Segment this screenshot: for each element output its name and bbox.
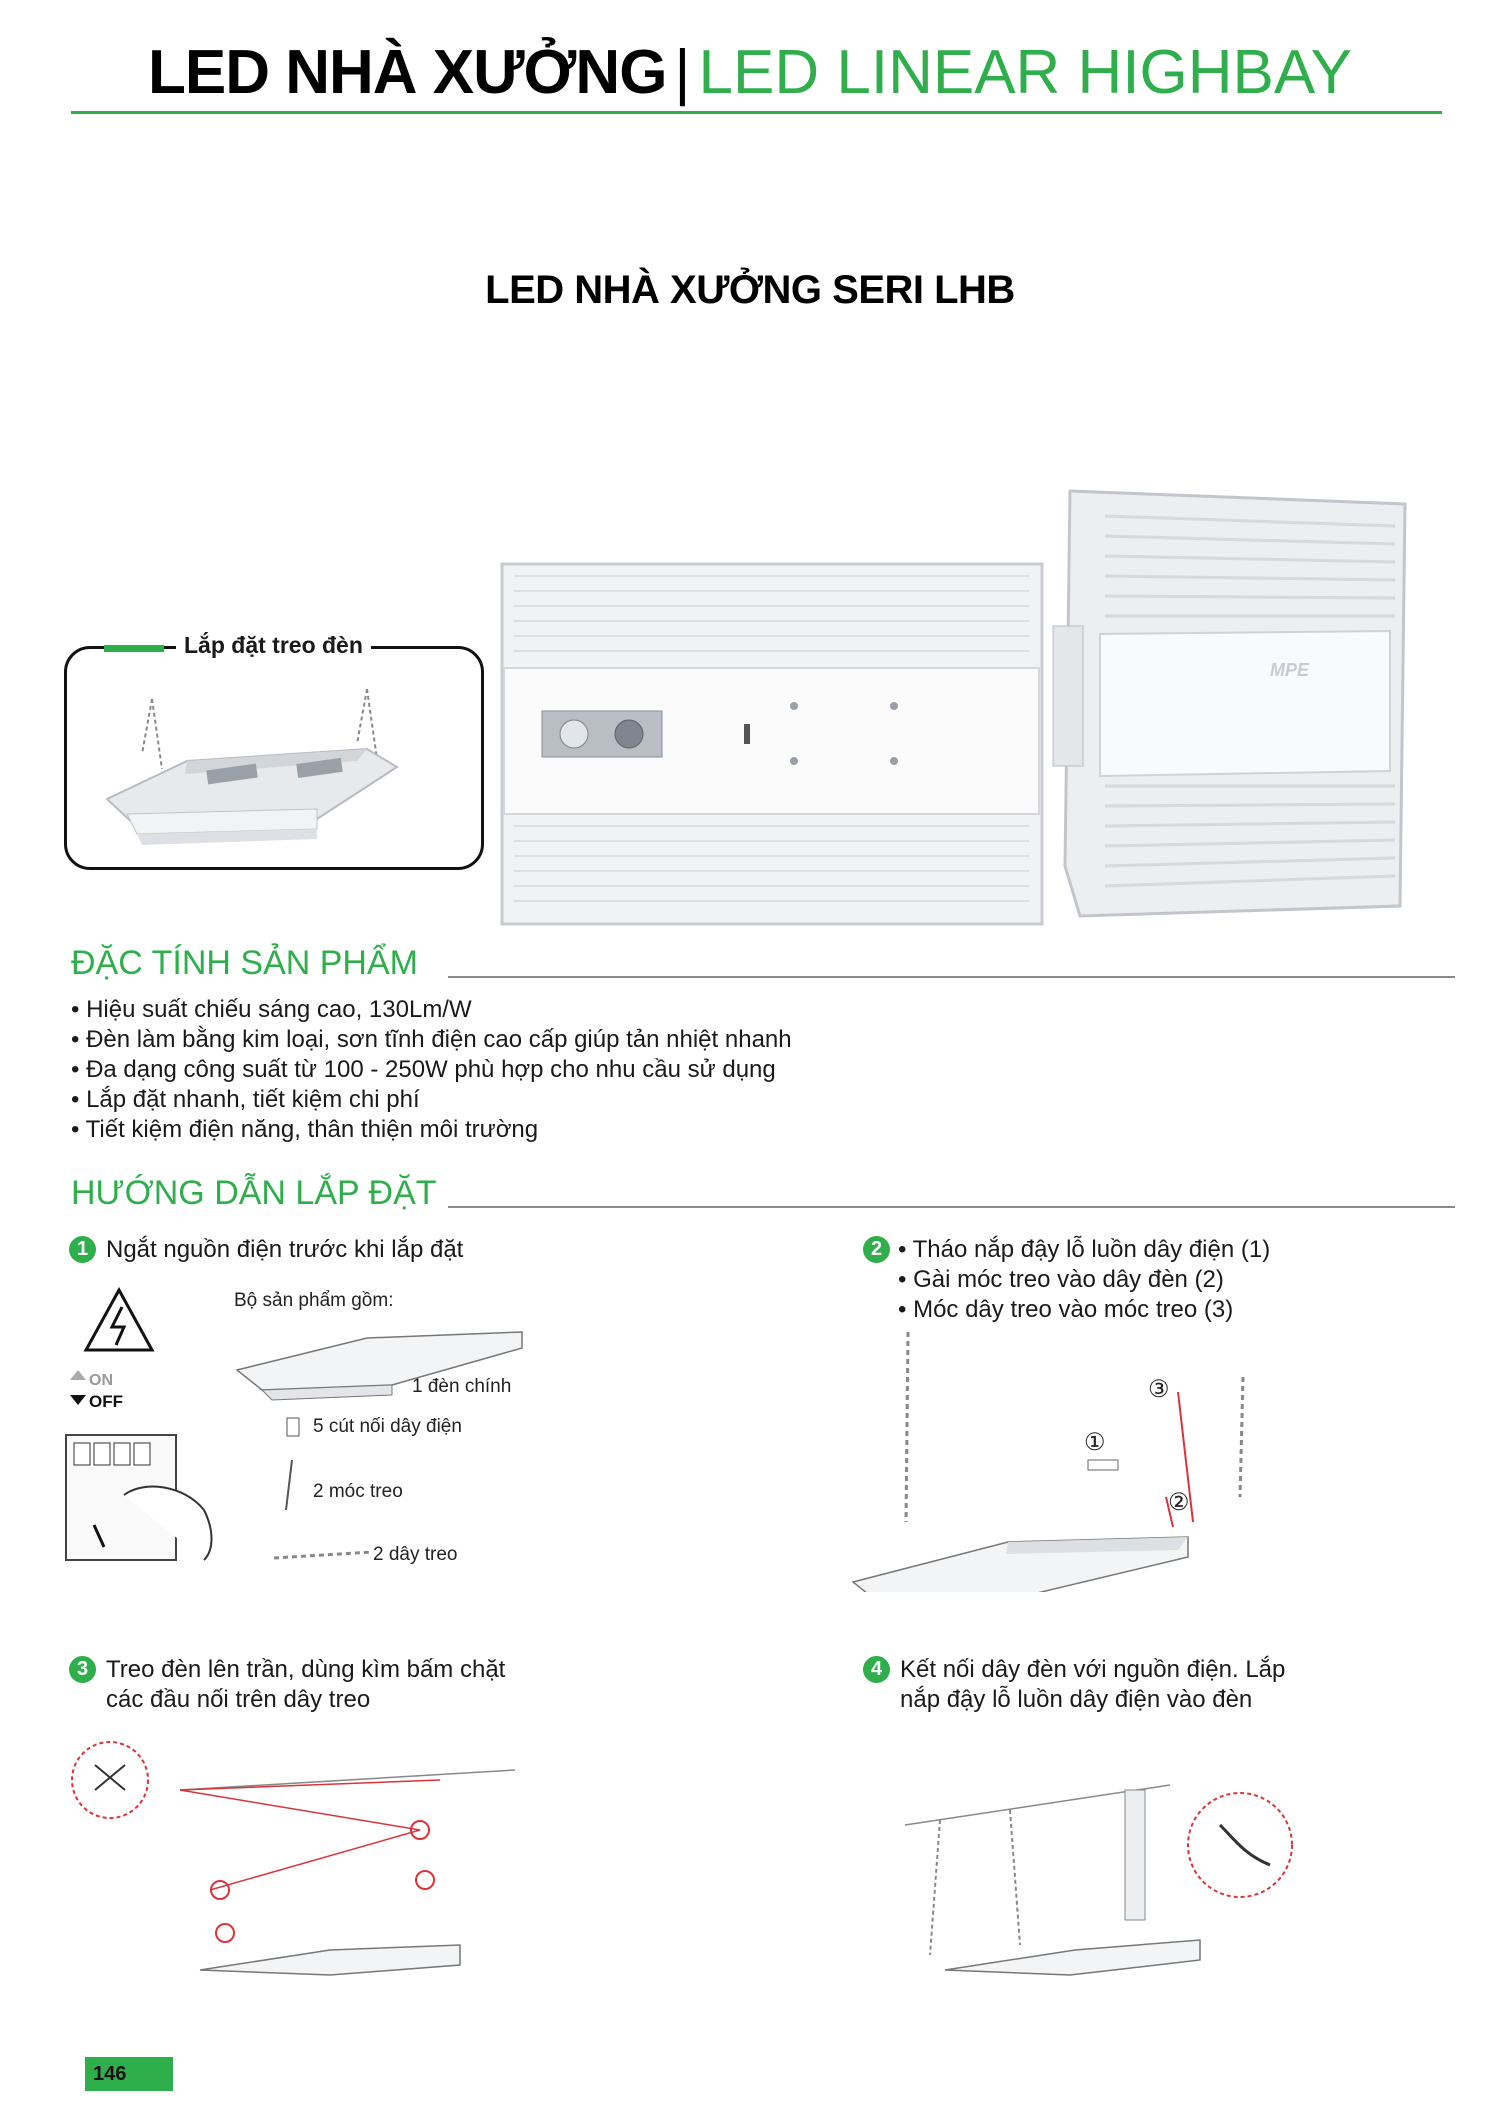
features-rule	[448, 976, 1455, 978]
step-3-line-1: Treo đèn lên trần, dùng kìm bấm chặt	[106, 1656, 506, 1683]
hanging-lamp-illustration	[67, 649, 481, 867]
brand-logo: MPE	[1270, 660, 1310, 680]
step-4-line-1: Kết nối dây đèn với nguồn điện. Lắp	[900, 1656, 1286, 1683]
inset-label: Lắp đặt treo đèn	[176, 632, 371, 659]
step-2-number: 2	[863, 1236, 890, 1263]
header-title-green: LED LINEAR HIGHBAY	[698, 38, 1353, 107]
step-2-line-1: • Tháo nắp đậy lỗ luồn dây điện (1)	[898, 1236, 1271, 1263]
callout-3: ③	[1148, 1376, 1170, 1403]
product-series-title: LED NHÀ XƯỞNG SERI LHB	[485, 268, 1015, 312]
step-4-number: 4	[863, 1656, 890, 1683]
feature-item: • Lắp đặt nhanh, tiết kiệm chi phí	[71, 1085, 971, 1115]
kit-item-wires: 2 dây treo	[373, 1544, 458, 1565]
kit-item-connectors: 5 cút nối dây điện	[313, 1416, 462, 1437]
header-separator: |	[674, 38, 691, 107]
features-title: ĐẶC TÍNH SẢN PHẨM	[71, 944, 418, 982]
step-1-text: Ngắt nguồn điện trước khi lắp đặt	[106, 1236, 464, 1263]
step-3-line-2: các đầu nối trên dây treo	[106, 1686, 371, 1713]
install-title: HƯỚNG DẪN LẮP ĐẶT	[71, 1174, 437, 1212]
product-photo-front	[1045, 486, 1430, 932]
page-number: 146	[85, 2057, 173, 2091]
step-4-illustration	[900, 1745, 1300, 1980]
feature-item: • Đèn làm bằng kim loại, sơn tĩnh điện cao cấp giúp tản nhiệt nhanh	[71, 1025, 971, 1055]
step-2-line-2: • Gài móc treo vào dây đèn (2)	[898, 1266, 1224, 1293]
callout-2: ②	[1168, 1489, 1190, 1516]
kit-item-hooks: 2 móc treo	[313, 1481, 403, 1502]
kit-item-main-lamp: 1 đèn chính	[412, 1376, 512, 1397]
feature-item: • Đa dạng công suất từ 100 - 250W phù hợp cho nhu cầu sử dụng	[71, 1055, 971, 1085]
step-1-illustration	[64, 1285, 254, 1565]
inset-hanging-box	[64, 646, 484, 870]
step-2-line-3: • Móc dây treo vào móc treo (3)	[898, 1296, 1234, 1323]
inset-label-bar	[104, 645, 164, 652]
header-rule	[71, 111, 1442, 114]
kit-title: Bộ sản phẩm gồm:	[234, 1290, 394, 1311]
kit-illustration	[232, 1310, 532, 1570]
product-photo-back	[494, 556, 1049, 936]
switch-off-label: OFF	[89, 1392, 123, 1411]
step-1-number: 1	[69, 1236, 96, 1263]
step-3-number: 3	[69, 1656, 96, 1683]
feature-item: • Hiệu suất chiếu sáng cao, 130Lm/W	[71, 995, 971, 1025]
step-2-illustration	[848, 1322, 1268, 1592]
features-list	[71, 995, 971, 1145]
step-3-illustration	[70, 1740, 520, 1980]
install-rule	[448, 1206, 1455, 1208]
feature-item: • Tiết kiệm điện năng, thân thiện môi trường	[71, 1115, 971, 1145]
callout-1: ①	[1084, 1429, 1106, 1456]
step-4-line-2: nắp đậy lỗ luồn dây điện vào đèn	[900, 1686, 1253, 1713]
header-title-bold: LED NHÀ XƯỞNG	[147, 38, 667, 107]
page-header	[0, 38, 1500, 108]
switch-on-label: ON	[89, 1372, 113, 1389]
